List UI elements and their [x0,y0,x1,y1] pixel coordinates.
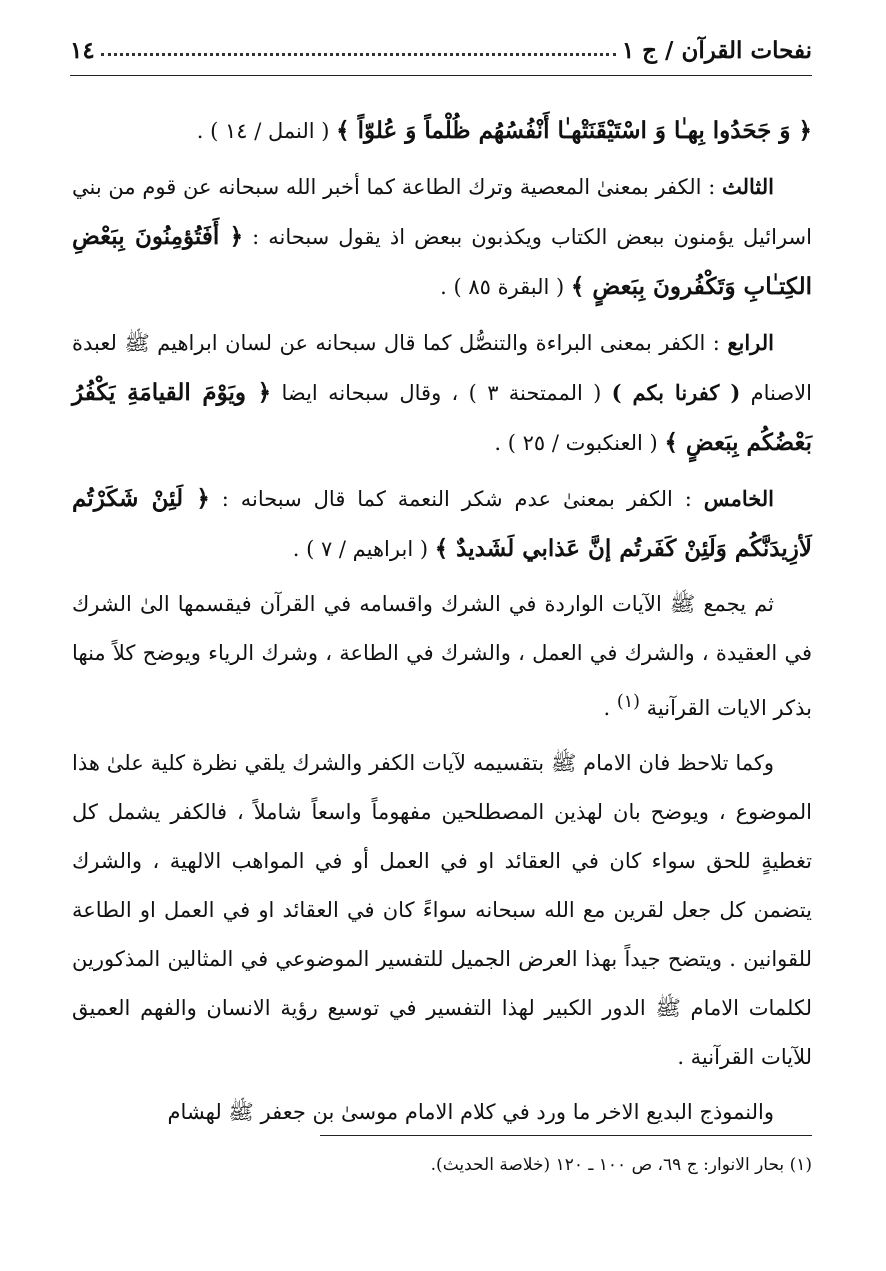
paragraph-6 [72,739,812,1082]
paragraph-4 [72,474,812,574]
paragraph-5 [72,580,812,733]
paragraph-7 [72,1088,812,1137]
section-label: الخامس [703,486,775,511]
paragraph-text: والنموذج البديع الاخر ما ورد في كلام الامام موسىٰ بن جعفر ﷺ لهشام [167,1100,774,1124]
paragraph-text: : الكفر بمعنىٰ المعصية وترك الطاعة كما أخبر الله سبحانه عن قوم من بني اسرائيل يؤمنون ببعض الكتاب ويكذبون ببعض اذ يقول سبحانه : [72,175,812,249]
paragraph-1 [72,106,812,156]
footnote-text: (١) بحار الانوار: ج ٦٩، ص ١٠٠ ـ ١٢٠ (خلاصة الحديث). [430,1155,812,1175]
verse-reference: ( ابراهيم / ٧ ) . [292,537,435,561]
bold-quote: ( كفرنا بكم ) [611,380,741,405]
header-dot-leader [101,53,616,56]
section-label: الرابع [727,330,774,355]
verse-reference: ( البقرة ٨٥ ) . [440,275,571,299]
paragraph-2 [72,162,812,312]
quran-verse: ﴿ أَفَتُؤمِنُونَ بِبَعْضِ الكِتـٰابِ وَتَكْفُرونَ بِبَعضٍ ﴾ [72,223,812,300]
paragraph-text: ( الممتحنة ٣ ) ، وقال سبحانه ايضا [271,381,612,405]
paragraph-text: : الكفر بمعنىٰ عدم شكر النعمة كما قال سبحانه : [209,487,704,511]
page-number: ١٤ [70,36,95,64]
footnote-marker: (١) [616,692,640,712]
verse-reference: ( العنكبوت / ٢٥ ) . [494,431,665,455]
footnote-rule [320,1135,812,1136]
paragraph-text: . [603,696,617,720]
header-rule [70,75,812,76]
verse-reference: ( النمل / ١٤ ) . [196,119,337,143]
main-text [72,106,812,1143]
paragraph-text: وكما تلاحظ فان الامام ﷺ بتقسيمه لآيات الكفر والشرك يلقي نظرة كلية علىٰ هذا الموضوع ، ويوضح بان لهذين المصطلحين مفهوماً واسعاً شاملاً ، فالكفر يشمل كل تغطيةٍ للحق سواء كان في العقائد او في العمل أو في المواهب الالهية ، والشرك يتضمن كل جعل لقرين مع الله سبحانه سواءً كان في العقائد او في العمل او الطاعة للقوانين . ويتضح جيداً بهذا العرض الجميل للتفسير الموضوعي في المثالين المذكورين لكلمات الامام ﷺ الدور الكبير لهذا التفسير في توسيع رؤية الانسان والفهم العميق للآيات القرآنية . [72,751,812,1069]
section-label: الثالث [722,174,774,199]
footnote [72,1150,812,1180]
quran-verse: ﴿ لَئِنْ شَكَرْتُم لَأزِيدَنَّكُم وَلَئِنْ كَفَرتُم إنَّ عَذابي لَشَديدٌ ﴾ [72,485,812,562]
paragraph-3 [72,318,812,468]
paragraph-text: : الكفر بمعنى البراءة والتنصُّل كما قال سبحانه عن لسان ابراهيم ﷺ لعبدة الاصنام [72,331,812,405]
quran-verse: ﴿ وَ جَحَدُوا بِهـٰا وَ اسْتَيْقَنَتْهـٰا أَنْفُسُهُم ظُلْماً وَ عُلوّاً ﴾ [336,117,812,144]
quran-verse: ﴿ ويَوْمَ القيامَةِ يَكْفُرُ بَعْضُكُم بِبَعضٍ ﴾ [72,379,812,456]
page-header [70,28,812,72]
running-title: نفحات القرآن / ج ١ [621,36,812,64]
paragraph-text: ثم يجمع ﷺ الآيات الواردة في الشرك واقسامه في القرآن فيقسمها الىٰ الشرك في العقيدة ، والشرك في العمل ، والشرك في الطاعة ، وشرك الرياء ويوضح كلاً منها بذكر الايات القرآنية [72,592,812,720]
